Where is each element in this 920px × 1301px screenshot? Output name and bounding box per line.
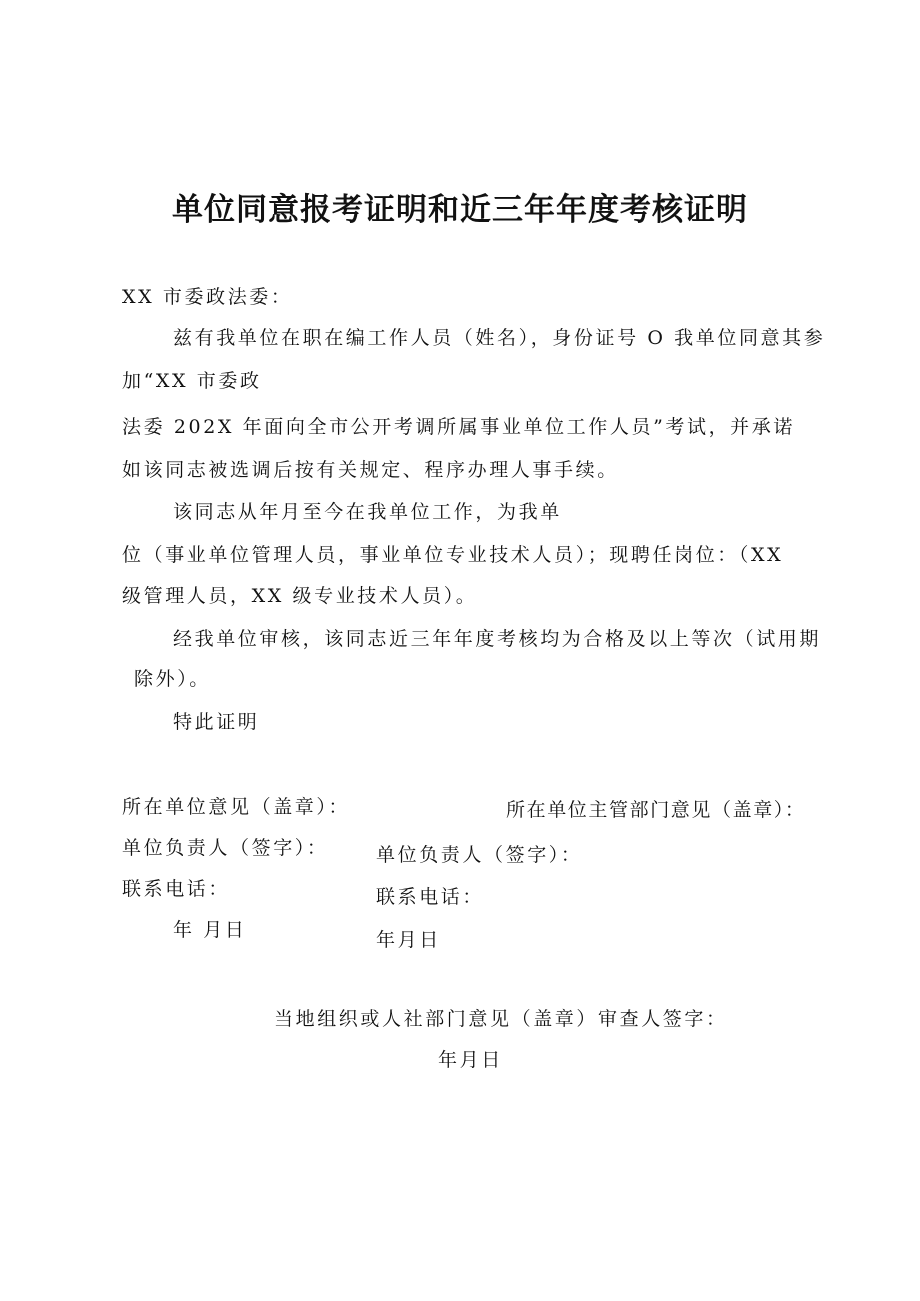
unit-opinion-label: 所在单位意见（盖章）： bbox=[122, 796, 351, 818]
unit-leader-signature-label: 单位负责人（签字）： bbox=[122, 837, 329, 859]
hr-department-date-label: 年月日 bbox=[438, 1049, 503, 1071]
paragraph-3-line-1: 经我单位审核，该同志近三年年度考核均为合格及以上等次（试用期 bbox=[173, 628, 822, 650]
addressee: XX 市委政法委： bbox=[122, 286, 293, 308]
paragraph-1-line-4: 如该同志被选调后按有关规定、程序办理人事手续。 bbox=[122, 459, 619, 481]
paragraph-2-line-3: 级管理人员，XX 级专业技术人员）。 bbox=[122, 585, 478, 607]
supervisor-date-label: 年月日 bbox=[376, 929, 441, 951]
supervisor-leader-signature-label: 单位负责人（签字）： bbox=[376, 844, 583, 866]
supervisor-phone-label: 联系电话： bbox=[376, 886, 485, 908]
page-title: 单位同意报考证明和近三年年度考核证明 bbox=[172, 192, 748, 228]
unit-phone-label: 联系电话： bbox=[122, 878, 231, 900]
paragraph-3-line-2: 除外）。 bbox=[134, 668, 211, 690]
paragraph-1-line-2: 加“XX 市委政 bbox=[122, 370, 262, 392]
paragraph-2-line-2: 位（事业单位管理人员，事业单位专业技术人员）；现聘任岗位：（XX bbox=[122, 544, 784, 566]
hr-department-opinion-label: 当地组织或人社部门意见（盖章）审查人签字： bbox=[274, 1008, 728, 1030]
unit-date-label: 年 月日 bbox=[173, 919, 247, 941]
closing-text: 特此证明 bbox=[173, 711, 260, 733]
paragraph-2-line-1: 该同志从年月至今在我单位工作，为我单 bbox=[173, 501, 562, 523]
paragraph-1-line-3: 法委 202X 年面向全市公开考调所属事业单位工作人员”考试，并承诺 bbox=[122, 416, 795, 438]
paragraph-1-line-1: 兹有我单位在职在编工作人员（姓名），身份证号 O 我单位同意其参 bbox=[173, 327, 826, 349]
supervisor-opinion-label: 所在单位主管部门意见（盖章）： bbox=[506, 799, 806, 821]
